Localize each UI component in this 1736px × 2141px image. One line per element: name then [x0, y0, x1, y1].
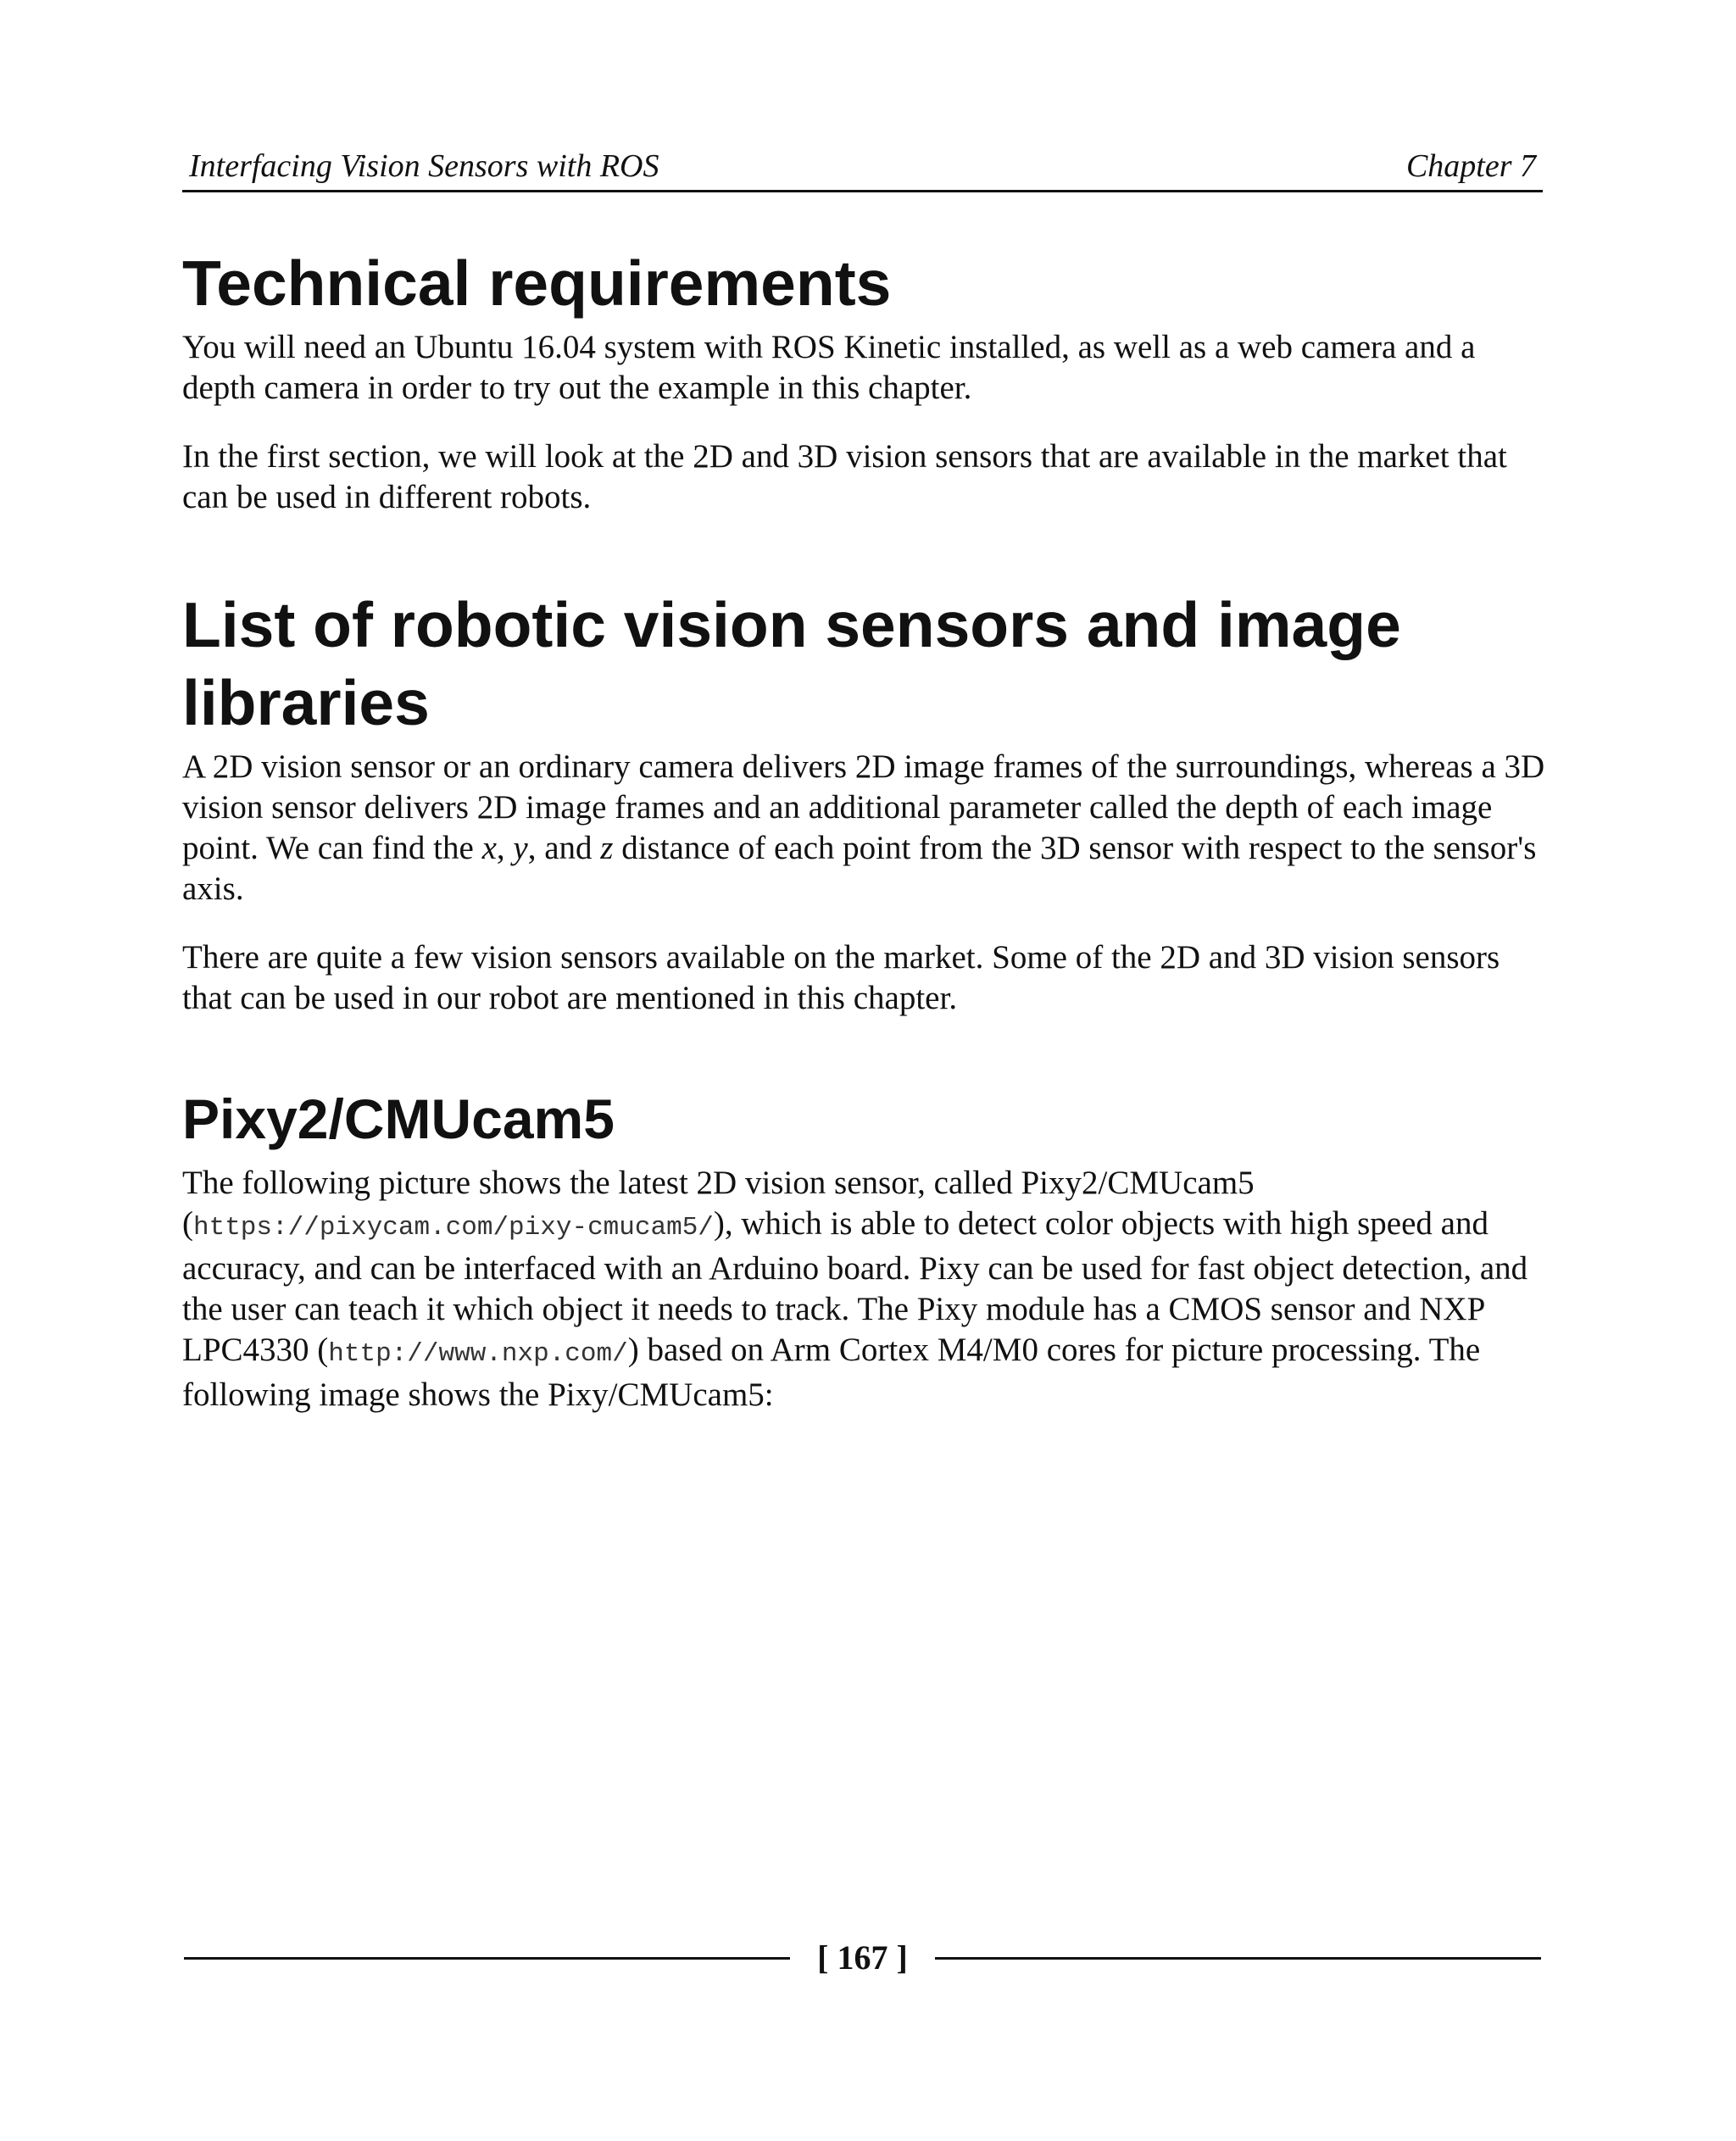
text-run: ) based on Arm Cortex M4/M0 cores for picture processing. The following image shows the Pixy/CMUcam5:: [182, 1332, 1481, 1413]
var-y: y: [513, 830, 528, 866]
text-run: , and: [527, 830, 601, 866]
chapter-number: Chapter 7: [1405, 148, 1536, 184]
paragraph-list-2: There are quite a few vision sensors available on the market. Some of the 2D and 3D vision sensors that can be used in our robot are mentioned in this chapter.: [182, 939, 1500, 1016]
text-run: The following picture shows the latest 2D vision sensor, called Pixy2/CMUcam5 (: [182, 1165, 1255, 1242]
heading-technical-requirements: Technical requirements: [182, 247, 892, 319]
footer-rule-right: [935, 1957, 1541, 1960]
text-run: distance of each point from the 3D sensor with respect to the sensor's axis.: [182, 830, 1537, 907]
nxp-url-link[interactable]: http://www.nxp.com/: [328, 1339, 628, 1369]
text-run: ), which is able to detect color objects with high speed and accuracy, and can be interfaced with an Arduino board. Pixy can be used for fast object detection, and the user can teach it which object it needs to track. The Pixy module has a CMOS sensor and NXP LPC4330 (: [182, 1205, 1528, 1368]
paragraph-tech-2: In the first section, we will look at the 2D and 3D vision sensors that are available in the market that can be used in different robots.: [182, 438, 1507, 515]
page-footer: [182, 1932, 1543, 1983]
paragraph-pixy-1: [182, 1163, 1547, 1415]
pixy-url-link[interactable]: https://pixycam.com/pixy-cmucam5/: [193, 1213, 714, 1243]
heading-pixy: Pixy2/CMUcam5: [182, 1087, 615, 1150]
text-run: A 2D vision sensor or an ordinary camera delivers 2D image frames of the surroundings, whereas a 3D vision sensor delivers 2D image frames and an additional parameter called the depth of each image point. We can find the: [182, 748, 1545, 866]
page-number: [ 167 ]: [817, 1938, 908, 1977]
paragraph-list-1: [182, 747, 1547, 909]
var-z: z: [600, 830, 614, 866]
heading-vision-sensors-list: List of robotic vision sensors and image libraries: [182, 589, 1401, 738]
text-run: ,: [496, 830, 514, 866]
page-content: [182, 237, 1547, 1415]
chapter-title: Interfacing Vision Sensors with ROS: [189, 148, 659, 184]
paragraph-tech-1: You will need an Ubuntu 16.04 system with ROS Kinetic installed, as well as a web camera and a depth camera in order to try out the example in this chapter.: [182, 329, 1476, 406]
running-header: [182, 142, 1543, 192]
var-x: x: [481, 830, 497, 866]
